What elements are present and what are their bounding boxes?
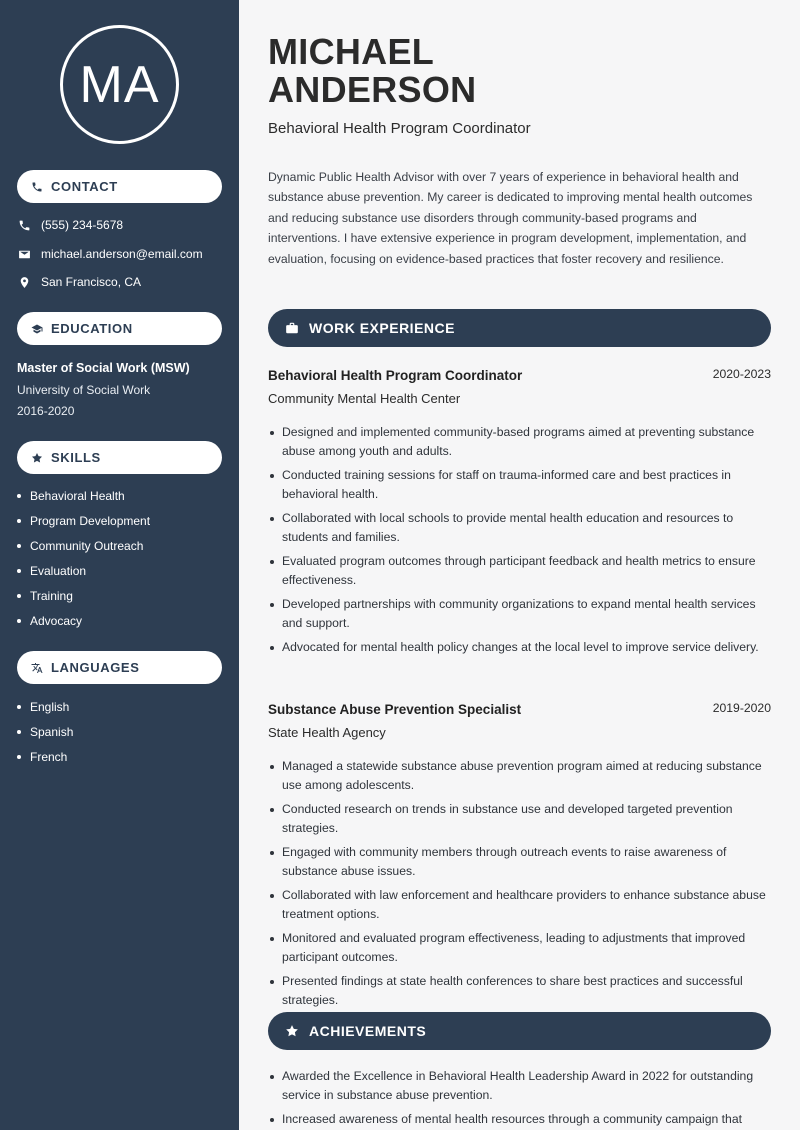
list-item: Conducted training sessions for staff on trauma-informed care and best practices in behavioral health. (270, 466, 770, 504)
list-item: Conducted research on trends in substance use and developed targeted prevention strategies. (270, 800, 770, 838)
contact-location (17, 275, 141, 289)
profile-summary: Dynamic Public Health Advisor with over 7 years of experience in behavioral health and substance abuse prevention. My career is dedicated to improving mental health outcomes and reducing substance use disorders through community-based programs and interventions. I have extensive experience in program development, implementation, and evaluation, focusing on evidence-based practices that foster recovery and resilience. (268, 170, 753, 266)
star-icon (285, 1024, 299, 1038)
name-first: MICHAEL (268, 31, 435, 72)
list-item: Designed and implemented community-based programs aimed at preventing substance abuse among youth and adults. (270, 423, 770, 461)
star-icon (31, 452, 43, 464)
job-organization: State Health Agency (268, 725, 386, 740)
list-item: Monitored and evaluated program effectiveness, leading to adjustments that improved participant outcomes. (270, 929, 770, 967)
phone-icon (17, 218, 31, 232)
graduation-cap-icon (31, 323, 43, 335)
job-dates: 2020-2023 (712, 367, 771, 381)
list-item: Evaluated program outcomes through participant feedback and health metrics to ensure effectiveness. (270, 552, 770, 590)
skills-list (17, 483, 150, 633)
job-title: Substance Abuse Prevention Specialist (268, 702, 522, 717)
list-item: Collaborated with local schools to provide mental health education and resources to students and families. (270, 509, 770, 547)
contact-phone (17, 218, 123, 232)
education-degree: Master of Social Work (MSW) (17, 361, 190, 375)
job-organization: Community Mental Health Center (268, 391, 461, 406)
work-experience-heading-label: WORK EXPERIENCE (309, 320, 455, 336)
location-pin-icon (17, 275, 31, 289)
education-school: University of Social Work (17, 383, 151, 397)
list-item: Engaged with community members through outreach events to raise awareness of substance abuse issues. (270, 843, 770, 881)
briefcase-icon (285, 321, 299, 335)
contact-heading (17, 170, 222, 203)
skill-item: Advocacy (17, 608, 150, 633)
job-title: Behavioral Health Program Coordinator (268, 368, 523, 383)
language-item: English (17, 694, 73, 719)
education-years: 2016-2020 (17, 404, 75, 418)
skills-heading (17, 441, 222, 474)
sidebar (0, 0, 239, 1130)
candidate-name (268, 33, 476, 109)
phone-text: (555) 234-5678 (41, 218, 124, 232)
language-item: French (17, 744, 73, 769)
achievements-list (270, 1067, 770, 1130)
phone-icon (31, 181, 43, 193)
languages-heading-label: LANGUAGES (51, 660, 140, 675)
list-item: Developed partnerships with community organizations to expand mental health services and support. (270, 595, 770, 633)
education-heading (17, 312, 222, 345)
location-text: San Francisco, CA (41, 275, 142, 289)
translate-icon (31, 662, 43, 674)
job-bullets (270, 423, 770, 663)
work-experience-heading (268, 309, 771, 347)
languages-heading (17, 651, 222, 684)
name-last: ANDERSON (268, 69, 477, 110)
skill-item: Community Outreach (17, 533, 150, 558)
job-bullets (270, 757, 770, 1016)
list-item: Advocated for mental health policy changes at the local level to improve service delivery. (270, 638, 770, 657)
avatar-initials: MA (60, 25, 179, 144)
list-item: Managed a statewide substance abuse prevention program aimed at reducing substance use among adolescents. (270, 757, 770, 795)
job-title-headline: Behavioral Health Program Coordinator (268, 120, 531, 137)
list-item: Awarded the Excellence in Behavioral Health Leadership Award in 2022 for outstanding service in substance abuse prevention. (270, 1067, 770, 1105)
achievements-heading-label: ACHIEVEMENTS (309, 1023, 427, 1039)
skill-item: Behavioral Health (17, 483, 150, 508)
languages-list (17, 694, 73, 769)
contact-heading-label: CONTACT (51, 179, 118, 194)
skill-item: Evaluation (17, 558, 150, 583)
envelope-icon (17, 247, 31, 261)
skills-heading-label: SKILLS (51, 450, 101, 465)
email-text[interactable]: michael.anderson@email.com (41, 247, 203, 261)
list-item: Increased awareness of mental health resources through a community campaign that (270, 1110, 770, 1129)
skill-item: Training (17, 583, 150, 608)
achievements-heading (268, 1012, 771, 1050)
skill-item: Program Development (17, 508, 150, 533)
education-heading-label: EDUCATION (51, 321, 133, 336)
list-item: Collaborated with law enforcement and healthcare providers to enhance substance abuse treatment options. (270, 886, 770, 924)
job-dates: 2019-2020 (712, 701, 771, 715)
language-item: Spanish (17, 719, 73, 744)
contact-email[interactable] (17, 247, 203, 261)
list-item: Presented findings at state health conferences to share best practices and successful strategies. (270, 972, 770, 1010)
